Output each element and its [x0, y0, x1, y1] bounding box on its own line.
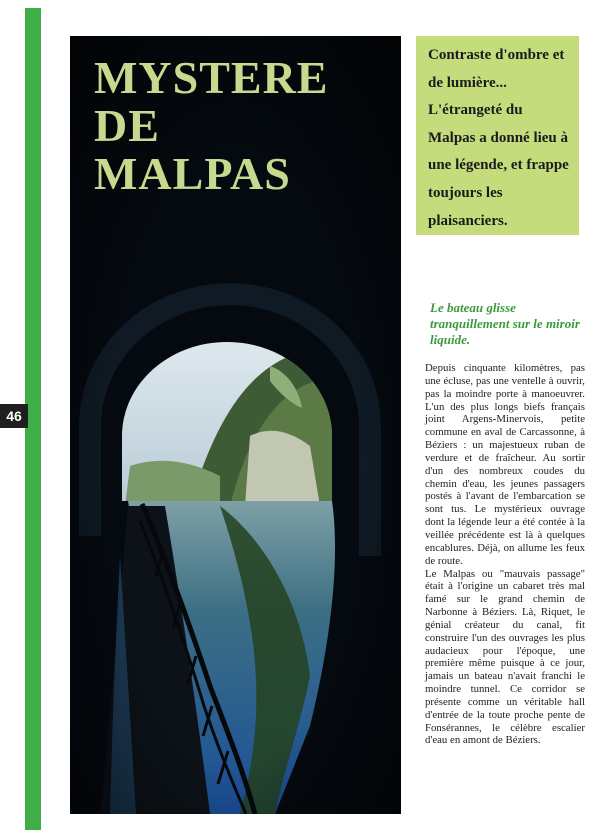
article-title [94, 54, 394, 198]
photo-caption: Le bateau glisse tranquillement sur le miroir liquide. [430, 300, 580, 347]
page-number: 46 [0, 404, 28, 428]
title-line: MALPAS [94, 148, 291, 199]
title-line: DE [94, 100, 160, 151]
title-line: MYSTERE [94, 52, 329, 103]
article-body [425, 362, 585, 747]
pull-quote-box [416, 36, 579, 235]
pull-quote: Contraste d'ombre et de lumière... L'étrangeté du Malpas a donné lieu à une légende, et frappe toujours les plaisanciers. [428, 47, 569, 229]
article-paragraph: Depuis cinquante kilomètres, pas une écluse, pas une ventelle à ouvrir, pas la moindre porte à manoeuvrer. L'un des plus longs biefs français joint Argens-Minervois, petite commune en aval de Carcassonne, à Béziers : un majestueux ruban de verdure et de fraîcheur. Au sortir d'un des nombreux coudes du chemin d'eau, les jeunes passagers postés à l'avant de l'embarcation se sont tus. Le mystérieux ouvrage dont la légende leur a été contée à la veillée précédente est là à quelques encablures. Déjà, on allume les feux de route. [425, 362, 585, 567]
tunnel-photo [70, 36, 401, 814]
article-paragraph: Le Malpas ou "mauvais passage" était à l'origine un cabaret très mal famé sur le grand chemin de Narbonne à Béziers. Là, Riquet, le génial créateur du canal, fit construire l'un des ouvrages les plus audacieux pour l'époque, une première même puisque à ce jour, jamais un bateau n'avait franchi le moindre tunnel. Ce corridor se présente comme un véritable hall d'entrée de la toute proche pente de Fonsérannes, le célèbre escalier d'eau en amont de Béziers. [425, 567, 585, 747]
